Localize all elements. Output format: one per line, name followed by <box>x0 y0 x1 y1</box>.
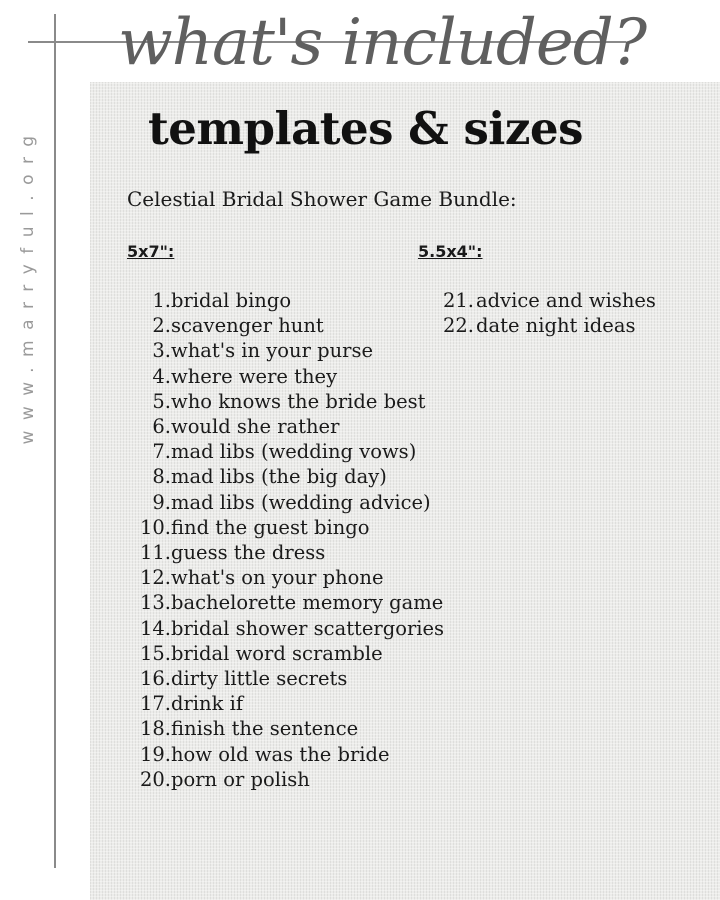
item-number: 5. <box>152 389 171 413</box>
list-item <box>133 616 444 641</box>
item-number: 17. <box>139 692 171 716</box>
item-label: bridal word scramble <box>171 641 383 665</box>
bundle-title: Celestial Bridal Shower Game Bundle: <box>127 187 517 211</box>
list-item <box>133 364 444 389</box>
item-label: what's on your phone <box>171 566 384 590</box>
list-item <box>133 590 444 615</box>
item-label: bridal shower scattergories <box>171 616 445 640</box>
item-label: what's in your purse <box>171 339 374 363</box>
item-number: 21. <box>442 289 474 312</box>
item-number: 14. <box>139 616 171 640</box>
list-item <box>133 389 444 414</box>
item-label: drink if <box>171 692 244 716</box>
item-label: where were they <box>171 364 338 388</box>
item-number: 16. <box>139 667 171 691</box>
list-item <box>133 767 444 792</box>
item-label: date night ideas <box>476 314 636 338</box>
vertical-rule <box>54 14 56 868</box>
list-item <box>133 565 444 590</box>
item-number: 20. <box>139 767 171 791</box>
item-number: 22. <box>442 314 474 338</box>
item-number: 7. <box>152 440 171 464</box>
item-number: 9. <box>152 490 171 514</box>
list-item <box>133 666 444 691</box>
item-number: 1. <box>152 289 171 312</box>
item-label: find the guest bingo <box>171 515 370 539</box>
list-item <box>133 338 444 363</box>
item-number: 18. <box>139 717 171 741</box>
list-item <box>133 540 444 565</box>
item-label: how old was the bride <box>171 742 390 766</box>
list-item <box>133 716 444 741</box>
item-label: porn or polish <box>171 767 310 791</box>
item-number: 13. <box>139 591 171 615</box>
item-label: mad libs (the big day) <box>171 465 387 489</box>
size-heading-5x7: 5x7": <box>127 242 175 261</box>
game-list-5x7 <box>133 288 444 792</box>
page-title: templates & sizes <box>148 102 583 155</box>
item-label: mad libs (wedding vows) <box>171 440 417 464</box>
list-item <box>133 439 444 464</box>
item-label: who knows the bride best <box>171 389 426 413</box>
item-label: bridal bingo <box>171 289 292 312</box>
game-list-5-5x4 <box>440 288 656 338</box>
item-label: scavenger hunt <box>171 314 324 338</box>
website-url: www.marryful.org <box>18 125 38 445</box>
item-number: 12. <box>139 566 171 590</box>
item-label: dirty little secrets <box>171 667 348 691</box>
item-label: mad libs (wedding advice) <box>171 490 431 514</box>
item-label: would she rather <box>171 415 340 439</box>
list-item <box>133 414 444 439</box>
item-number: 6. <box>152 415 171 439</box>
size-heading-5-5x4: 5.5x4": <box>418 242 483 261</box>
list-item <box>133 691 444 716</box>
item-number: 11. <box>139 541 171 565</box>
script-heading: what's included? <box>118 6 646 80</box>
item-number: 2. <box>152 314 171 338</box>
item-label: guess the dress <box>171 541 326 565</box>
item-number: 10. <box>139 515 171 539</box>
list-item <box>133 313 444 338</box>
list-item <box>133 490 444 515</box>
list-item <box>133 515 444 540</box>
list-item <box>440 313 656 338</box>
list-item <box>133 288 444 313</box>
list-item <box>133 464 444 489</box>
item-number: 19. <box>139 742 171 766</box>
list-item <box>440 288 656 313</box>
item-label: finish the sentence <box>171 717 359 741</box>
item-label: bachelorette memory game <box>171 591 444 615</box>
item-label: advice and wishes <box>476 289 656 312</box>
item-number: 8. <box>152 465 171 489</box>
item-number: 15. <box>139 641 171 665</box>
list-item <box>133 641 444 666</box>
list-item <box>133 742 444 767</box>
item-number: 4. <box>152 364 171 388</box>
item-number: 3. <box>152 339 171 363</box>
